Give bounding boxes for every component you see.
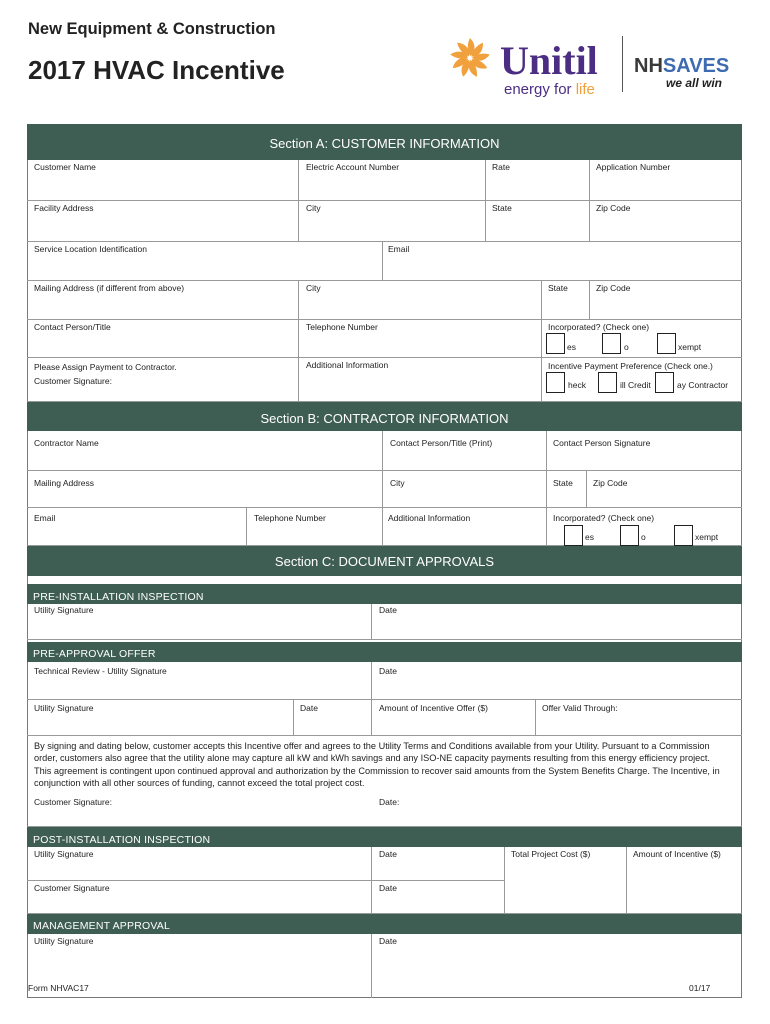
application-number-label: Application Number — [596, 162, 671, 172]
tech-review-date-field[interactable] — [372, 662, 742, 700]
contractor-mailing-label: Mailing Address — [34, 478, 95, 488]
mailing-city-label: City — [306, 283, 321, 293]
contractor-incorporated-label: Incorporated? (Check one) — [553, 513, 655, 523]
incorporated-label: Incorporated? (Check one) — [548, 322, 650, 332]
city-label: City — [306, 203, 321, 213]
mgmt-signature-label: Utility Signature — [34, 936, 94, 946]
pay-bill-credit-label: ill Credit — [620, 380, 651, 390]
pre-install-date-field[interactable] — [372, 604, 742, 640]
terms-paragraph: By signing and dating below, customer accepts this Incentive offer and agrees to the Utility Terms and Conditions available from your Utility. Pursuant to a Commission order, customers also agree that the utility alone may capture all kW and kWh savings and any ISO-NE capacity payments resulting from this energy efficiency project. This agreement is contingent upon continued approval and authorization by the Commission to recover said amounts from the System Benefits Charge. The Incentive, in conjunction with all other sources of funding, cannot exceed the total project cost. — [34, 741, 720, 788]
pre-install-date-label: Date — [379, 605, 397, 615]
mgmt-date-field[interactable] — [372, 934, 742, 998]
email-label: Email — [388, 244, 410, 254]
assign-payment-label: Please Assign Payment to Contractor. — [34, 362, 177, 372]
contractor-name-field[interactable] — [27, 431, 383, 471]
pre-install-signature-label: Utility Signature — [34, 605, 94, 615]
contractor-exempt-checkbox[interactable] — [674, 525, 693, 546]
additional-info-label: Additional Information — [306, 360, 389, 370]
svg-text:NHSAVES — [634, 55, 729, 77]
contact-person-label: Contact Person/Title — [34, 322, 111, 332]
contractor-telephone-label: Telephone Number — [254, 513, 326, 523]
contractor-state-label: State — [553, 478, 573, 488]
contractor-no-checkbox[interactable] — [620, 525, 639, 546]
sun-icon — [450, 38, 491, 78]
accept-signature-label: Customer Signature: — [34, 797, 112, 807]
payment-pref-label: Incentive Payment Preference (Check one.) — [548, 361, 713, 371]
contractor-state-field[interactable] — [547, 471, 587, 508]
incorporated-exempt-checkbox[interactable] — [657, 333, 676, 354]
zip-label: Zip Code — [596, 203, 631, 213]
contractor-yes-label: es — [585, 532, 594, 542]
mailing-city-field[interactable] — [299, 281, 542, 320]
offer-signature-label: Utility Signature — [34, 703, 94, 713]
post-utility-signature-label: Utility Signature — [34, 849, 94, 859]
post-date-label: Date — [379, 849, 397, 859]
form-id: Form NHVAC17 — [28, 983, 89, 993]
pre-approval-band: PRE-APPROVAL OFFER — [27, 642, 742, 662]
offer-valid-label: Offer Valid Through: — [542, 703, 618, 713]
form-title: 2017 HVAC Incentive — [28, 55, 285, 85]
pay-check-label: heck — [568, 380, 586, 390]
form-date: 01/17 — [689, 983, 711, 993]
facility-address-label: Facility Address — [34, 203, 94, 213]
section-c-header: Section C: DOCUMENT APPROVALS — [27, 546, 742, 576]
section-b-header: Section B: CONTRACTOR INFORMATION — [27, 402, 742, 431]
contact-print-label: Contact Person/Title (Print) — [390, 438, 493, 448]
customer-name-label: Customer Name — [34, 162, 96, 172]
contractor-yes-checkbox[interactable] — [564, 525, 583, 546]
pre-install-band: PRE-INSTALLATION INSPECTION — [27, 584, 742, 604]
contractor-zip-field[interactable] — [587, 471, 742, 508]
tech-review-date-label: Date — [379, 666, 397, 676]
mgmt-date-label: Date — [379, 936, 397, 946]
pay-contractor-label: ay Contractor — [677, 380, 729, 390]
service-location-label: Service Location Identification — [34, 244, 147, 254]
state-label: State — [492, 203, 512, 213]
pay-contractor-checkbox[interactable] — [655, 372, 674, 393]
contractor-email-field[interactable] — [27, 508, 247, 546]
post-customer-signature-label: Customer Signature — [34, 883, 110, 893]
unitil-wordmark: Unitil — [500, 38, 598, 83]
post-customer-date-label: Date — [379, 883, 397, 893]
city-field[interactable] — [299, 201, 486, 242]
contractor-city-label: City — [390, 478, 405, 488]
tech-review-label: Technical Review - Utility Signature — [34, 666, 167, 676]
electric-account-label: Electric Account Number — [306, 162, 400, 172]
nhsaves-logo — [634, 50, 734, 90]
svg-text:energy for life — [504, 81, 595, 98]
total-cost-label: Total Project Cost ($) — [511, 849, 591, 859]
offer-date-label: Date — [300, 703, 318, 713]
rate-label: Rate — [492, 162, 510, 172]
contractor-no-label: o — [641, 532, 646, 542]
contractor-exempt-label: xempt — [695, 532, 719, 542]
incorporated-exempt-label: xempt — [678, 342, 702, 352]
unitil-tagline-a: energy for — [504, 81, 576, 98]
incorporated-yes-label: es — [567, 342, 576, 352]
mailing-zip-label: Zip Code — [596, 283, 631, 293]
contractor-name-label: Contractor Name — [34, 438, 99, 448]
contact-print-field[interactable] — [383, 431, 547, 471]
accept-date-label: Date: — [379, 797, 400, 807]
contractor-zip-label: Zip Code — [593, 478, 628, 488]
contractor-mailing-field[interactable] — [27, 471, 383, 508]
mailing-address-label: Mailing Address (if different from above) — [34, 283, 185, 293]
contractor-additional-label: Additional Information — [388, 513, 471, 523]
nhsaves-a: NH — [634, 55, 663, 77]
contractor-email-label: Email — [34, 513, 56, 523]
pay-check-checkbox[interactable] — [546, 372, 565, 393]
email-field[interactable] — [383, 242, 742, 281]
incorporated-yes-checkbox[interactable] — [546, 333, 565, 354]
amount-incentive-label: Amount of Incentive ($) — [633, 849, 721, 859]
unitil-logo — [448, 30, 608, 100]
offer-amount-label: Amount of Incentive Offer ($) — [379, 703, 488, 713]
logo-divider — [622, 36, 623, 92]
nhsaves-b: SAVES — [662, 55, 730, 77]
incorporated-no-label: o — [624, 342, 629, 352]
contact-signature-label: Contact Person Signature — [553, 438, 651, 448]
contact-signature-field[interactable] — [547, 431, 742, 471]
telephone-label: Telephone Number — [306, 322, 378, 332]
form-subtitle: New Equipment & Construction — [28, 20, 276, 38]
unitil-tagline-b: life — [575, 81, 595, 98]
contractor-city-field[interactable] — [383, 471, 547, 508]
mailing-state-label: State — [548, 283, 568, 293]
pay-bill-credit-checkbox[interactable] — [598, 372, 617, 393]
section-a-header: Section A: CUSTOMER INFORMATION — [27, 124, 742, 160]
post-install-band: POST-INSTALLATION INSPECTION — [27, 827, 742, 847]
nhsaves-tagline: we all win — [666, 76, 723, 90]
incorporated-no-checkbox[interactable] — [602, 333, 621, 354]
mgmt-approval-band: MANAGEMENT APPROVAL — [27, 914, 742, 934]
customer-signature-label: Customer Signature: — [34, 376, 112, 386]
